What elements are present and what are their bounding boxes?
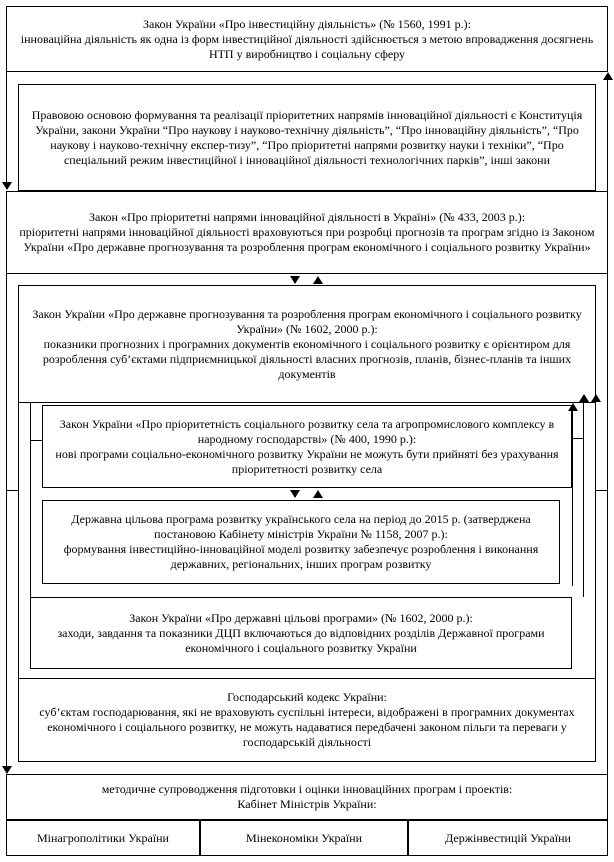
arrow-up-icon [568,403,578,411]
box-law-target-programs [30,597,572,669]
connector-horizontal [596,490,607,491]
box-text: показники прогнозних і програмних документів економічного і соціального розвитку є орієнтиром для розроблення суб’єктами підприємницької діяльності власних прогнозів, планів, бізнес-планів та інших документів [42,336,572,381]
connector-horizontal [572,438,583,439]
box-title: Закон України «Про інвестиційну діяльність» (№ 1560, 1991 р.): [143,16,471,31]
connector-inner-left-1 [18,403,19,678]
arrow-down-icon [290,490,300,498]
box-methodical-support [6,774,608,820]
box-text: нові програми соціально-економічного розвитку України не можуть бути прийняті без урахування пріоритетності розвитку села [55,446,559,476]
box-title: Господарський кодекс України: [227,690,387,704]
box-law-priority-directions [6,191,608,274]
box-ministry-economy: Мінекономіки України [200,820,408,856]
box-text: Правовою основою формування та реалізації пріоритетних напрямів інноваційної діяльності є Конституція України, закони України “Про наукову і науково-технічну діяльність”, “Про інноваційну діяльність”, “Про наукову і науково-технічну експер-тизу”, “Про пріоритетні напрями розвитку науки і техніки”, “Про спеціальний режим інвестиційної і інноваційної діяльності технологічних парків”, інші закони [31,107,583,167]
connector-inner-right-2 [595,402,596,678]
connector-horizontal [30,440,42,441]
box-ministry-agro: Мінагрополітики України [6,820,200,856]
box-text: пріоритетні напрями інноваційної діяльності враховуються при розробці прогнозів та програм згідно із Законом України «Про державне прогнозування та розроблення програм економічного і соціального розвитку України» [19,225,595,254]
box-title: Закон України «Про державні цільові програми» (№ 1602, 2000 р.): [129,610,473,625]
box-state-village-program [42,500,560,584]
box-text: формування інвестиційно-інноваційної моделі розвитку забезпечує розроблення і виконання державних, регіональних, інших програм розвитку [63,542,539,571]
box-text: заходи, завдання та показники ДЦП включаються до відповідних розділів Державної програми економічного і соціального розвитку України [57,625,545,655]
connector-inner-left-2 [30,403,31,597]
arrow-up-icon [603,72,613,80]
arrow-down-icon [290,276,300,284]
box-text: Кабінет Міністрів України: [237,797,377,811]
box-law-state-forecasting [18,285,596,403]
connector-horizontal [7,490,18,491]
arrow-down-icon [2,182,12,190]
connector-left-outer [6,72,7,182]
connector-right-outer-2 [607,274,608,774]
box-law-investment-activity [6,6,608,72]
connector-right-outer [607,80,608,191]
box-title: Закон України «Про пріоритетність соціального розвитку села та агропромислового комплексу в народному господарстві» (№ 400, 1990 р.): [59,416,555,446]
box-title: методичне супроводження підготовки і оцінки інноваційних програм і проектів: [101,782,513,796]
connector-inner-right-1 [583,402,584,597]
box-title: Державна цільова програма розвитку українського села на період до 2015 р. (затверджена постановою Кабінету міністрів України № 1158, 2007 р.): [71,512,531,541]
connector-left-outer-2 [6,274,7,766]
box-ministry-investments: Держінвестицій України [408,820,608,856]
box-text: суб’єктам господарювання, які не враховують суспільні інтереси, відображені в програмних документах економічного і соціального розвитку, не можуть надаватися передбачені законом пільги та переваги у господарській діяльності [39,705,575,749]
box-commercial-code [18,678,596,762]
box-text: інноваційна діяльність як одна із форм інвестиційної діяльності здійснюється з метою впровадження досягнень НТП у виробництво і соціальну сферу [20,31,594,61]
arrow-up-icon [579,394,589,402]
box-title: Закон «Про пріоритетні напрями інноваційної діяльності в Україні» (№ 433, 2003 р.): [88,210,526,224]
arrow-down-icon [2,766,12,774]
arrow-up-icon [313,276,323,284]
box-legal-basis [18,84,596,191]
arrow-up-icon [313,490,323,498]
box-law-village-priority [42,405,572,488]
box-title: Закон України «Про державне прогнозування та розроблення програм економічного і соціального розвитку України» (№ 1602, 2000 р.): [32,306,582,336]
arrow-up-icon [591,394,601,402]
